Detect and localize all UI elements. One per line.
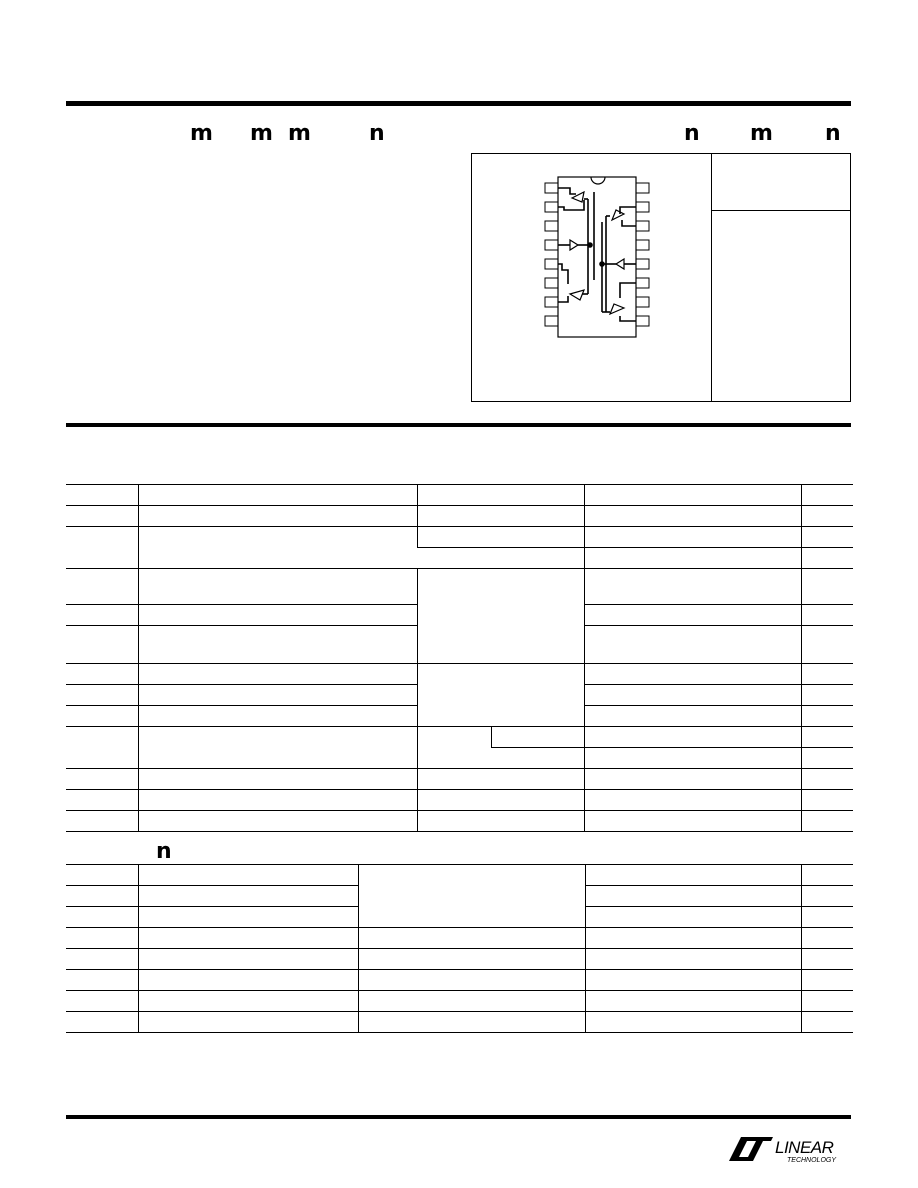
table-row — [66, 485, 853, 506]
section-rule — [66, 423, 851, 427]
svg-text:TECHNOLOGY: TECHNOLOGY — [787, 1157, 837, 1164]
heading-mark: m — [750, 121, 773, 146]
heading-mark: n — [369, 121, 385, 146]
table-row — [66, 970, 853, 991]
ic-pinout-diagram — [540, 172, 655, 340]
heading-mark: n — [825, 121, 841, 146]
table-row — [66, 727, 853, 748]
table-row — [66, 664, 853, 685]
table-row — [66, 506, 853, 527]
linear-technology-logo — [727, 1131, 852, 1165]
table-row — [66, 949, 853, 970]
table-row — [66, 1012, 853, 1033]
top-rule — [66, 101, 851, 106]
ordering-info-separator — [711, 210, 851, 211]
table-row — [66, 865, 853, 886]
ordering-info-divider — [711, 153, 712, 402]
heading-mark: m — [250, 121, 273, 146]
electrical-characteristics-table — [66, 484, 853, 832]
table-row — [66, 928, 853, 949]
table-row — [66, 811, 853, 832]
right-pins — [636, 183, 649, 326]
table-row — [66, 569, 853, 605]
second-characteristics-table — [66, 864, 853, 1033]
svg-text:LINEAR: LINEAR — [775, 1138, 834, 1157]
table-row — [66, 769, 853, 790]
table-row — [66, 527, 853, 548]
heading-mark: m — [288, 121, 311, 146]
heading-mark: n — [156, 839, 172, 864]
bottom-rule — [66, 1115, 851, 1119]
left-pins — [545, 183, 558, 326]
table-row — [66, 991, 853, 1012]
heading-mark: m — [190, 121, 213, 146]
table-row — [66, 790, 853, 811]
pin-configuration-box — [471, 153, 851, 402]
heading-mark: n — [684, 121, 700, 146]
